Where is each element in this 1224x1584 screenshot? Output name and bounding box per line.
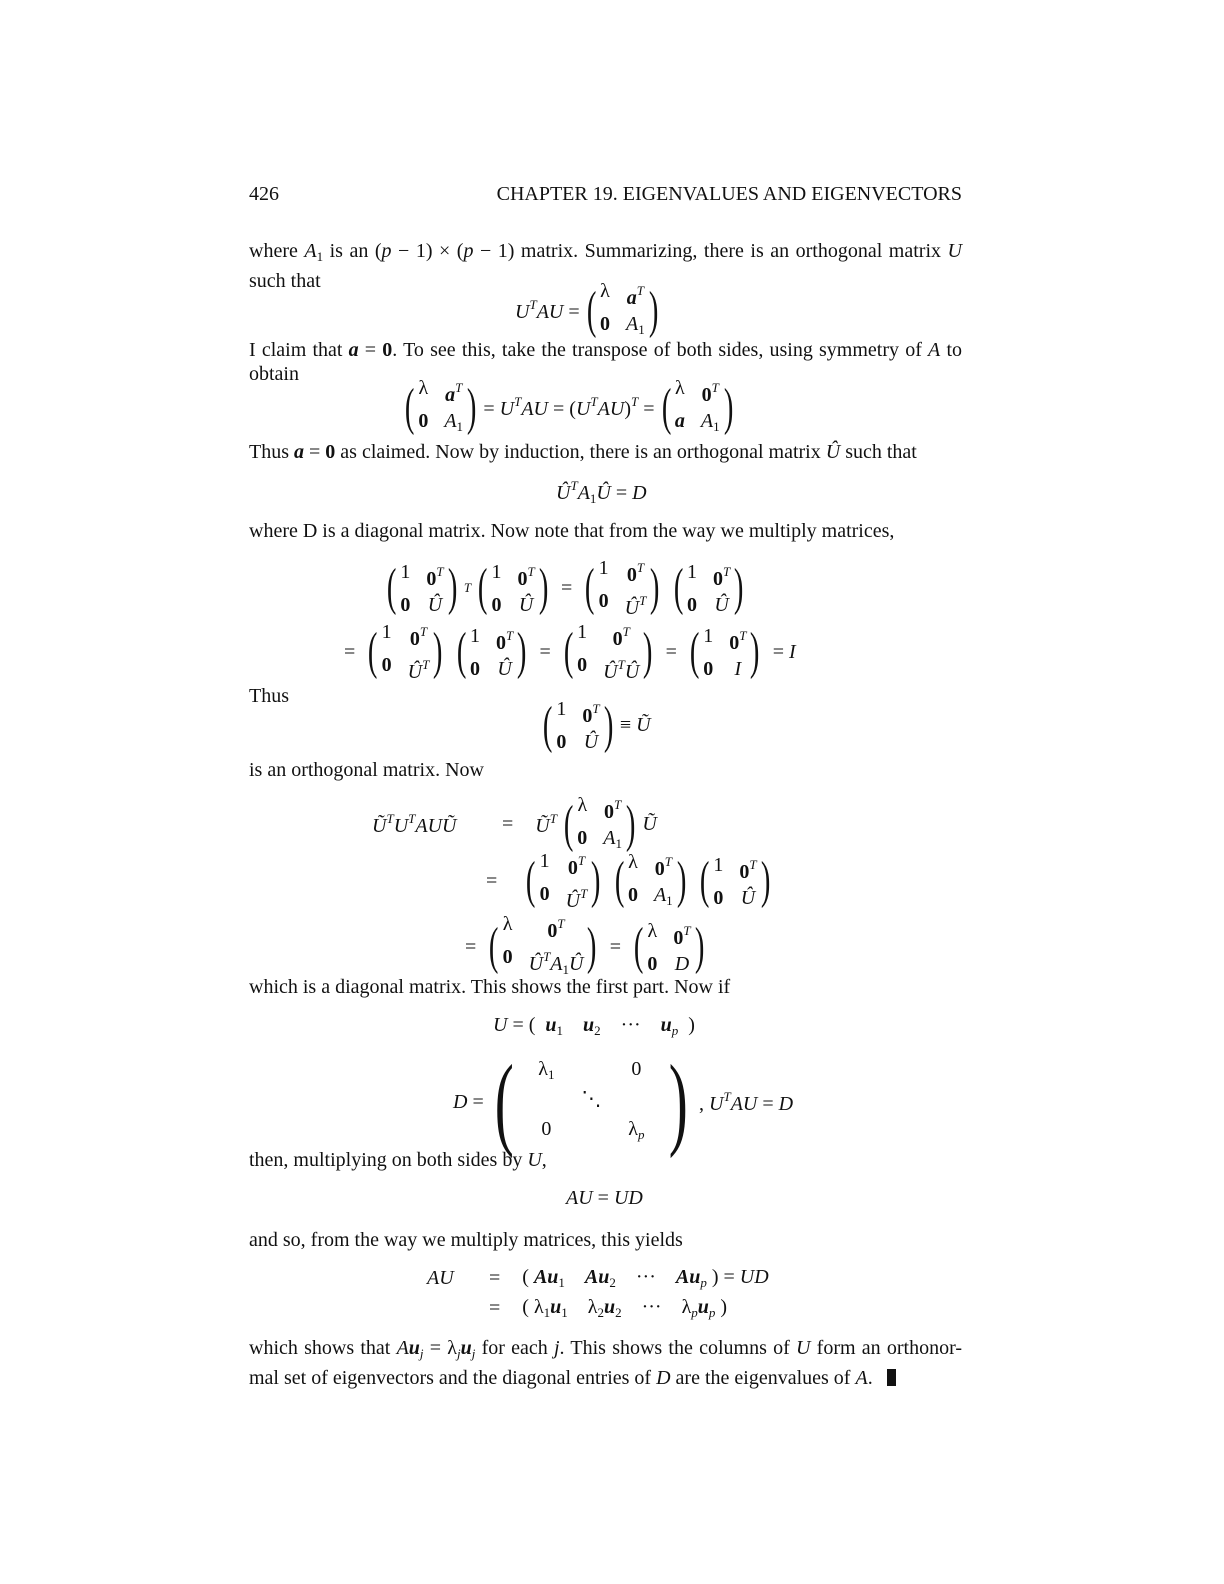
equation-4a: ( 1 $0^T$ 0 Û ) T ( 1 $0^T$ 0 Û ) = ( 1 $0^T$ 0 $Û^T$ ) ( 1 $0^T$ 0 Û ) [386,557,744,619]
equation-9: AU = UD [566,1187,643,1209]
page-number: 426 [249,183,279,205]
equation-10a: AU = ( $Au_1$ $Au_2$ ··· $Au_p$ ) = UD [427,1266,769,1290]
chapter-title: CHAPTER 19. EIGENVALUES AND EIGENVECTORS [496,183,962,205]
paragraph-3: Thus a = 0 as claimed. Now by induction, there is an orthogonal matrix Û such that [249,441,917,463]
matrix: ( λ $a^T$ 0 $A_1$ ) [586,280,659,339]
paragraph-10: which shows that $Au_j = \lambda_ju_j$ for each j. This shows the columns of U form an orthonor-mal set of eigenvectors and the diagonal entries of D are the eigenvalues of A. [249,1337,963,1389]
page-header [249,183,962,206]
equation-6b: = ( 1 $0^T$ 0 $Û^T$ ) ( λ $0^T$ 0 $A_1$ ) ( 1 $0^T$ 0 Û ) [486,850,770,912]
equation-6c: = ( λ $0^T$ 0 $Û^TA_1Û$ ) = ( λ $0^T$ 0 D ) [465,913,705,977]
paragraph-1: where $A_1$ is an (p − 1) × (p − 1) matrix. Summarizing, there is an orthogonal matrix U such that [249,240,962,292]
paragraph-5: Thus [249,685,289,707]
equation-4b: = ( 1 $0^T$ 0 $Û^T$ ) ( 1 $0^T$ 0 Û ) = ( 1 $0^T$ 0 $Û^TÛ$ ) = ( 1 $0^T$ 0 I ) = I [344,621,796,683]
equation-2: ( λ $a^T$ 0 $A_1$ ) = $U^TAU = (U^TAU)^T$ = ( λ $0^T$ a $A_1$ ) [404,377,733,436]
paragraph-4: where D is a diagonal matrix. Now note that from the way we multiply matrices, [249,520,895,542]
equation-6a: $Ũ^TU^TAUŨ$ = $Ũ^T$ ( λ $0^T$ 0 $A_1$ ) Ũ [372,794,657,853]
equation-10b: = ( $\lambda_1u_1$ $\lambda_2u_2$ ··· $\lambda_pu_p$ ) [489,1296,728,1320]
paragraph-6: is an orthogonal matrix. Now [249,759,484,781]
paragraph-2: I claim that a = 0. To see this, take the transpose of both sides, using symmetry of A to obtain [249,339,963,385]
paragraph-7: which is a diagonal matrix. This shows the first part. Now if [249,976,731,998]
equation-8: D = ( $\lambda_1$ 0 ⋱ 0 $\lambda_p$ ) , $U^TAU = D$ [453,1044,794,1159]
paragraph-9: and so, from the way we multiply matrices, this yields [249,1229,683,1251]
paragraph-8: then, multiplying on both sides by U, [249,1149,547,1171]
equation-5: ( 1 $0^T$ 0 Û ) ≡ Ũ [542,696,651,754]
equation-3: $Û^TA_1Û = D$ [556,478,647,506]
qed-square-icon [887,1369,896,1386]
equation-1: $U^TAU$ = ( λ $a^T$ 0 $A_1$ ) [515,279,665,342]
equation-7: U = ( $u_1$ $u_2$ ··· $u_p$ ) [493,1014,695,1038]
